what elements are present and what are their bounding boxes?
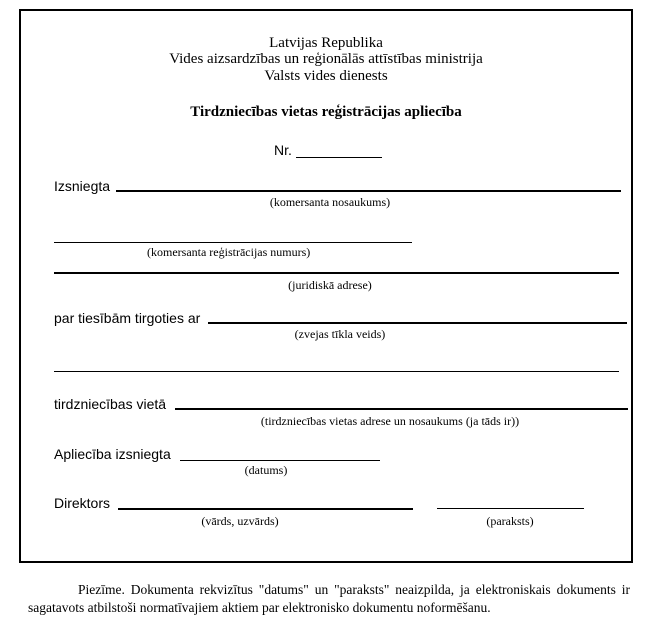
registration-number-caption: (komersanta reģistrācijas numurs) [147, 245, 311, 259]
date-field[interactable] [180, 460, 380, 461]
trade-place-field[interactable] [175, 408, 628, 410]
company-name-field[interactable] [116, 190, 621, 192]
trade-place-caption: (tirdzniecības vietas adrese un nosaukums (ja tāds ir)) [260, 414, 520, 428]
issued-label: Izsniegta [54, 178, 111, 194]
network-type-extra-line[interactable] [54, 371, 619, 372]
right-to-trade-label: par tiesībām tirgoties ar [54, 310, 201, 326]
signature-caption: (paraksts) [486, 514, 534, 528]
company-name-caption: (komersanta nosaukums) [269, 195, 391, 209]
director-name-field[interactable] [118, 508, 413, 510]
header-ministry: Vides aizsardzības un reģionālās attīstības ministrija [169, 51, 483, 67]
number-field[interactable] [296, 157, 382, 158]
number-label: Nr. [274, 142, 292, 158]
document-title: Tirdzniecības vietas reģistrācijas apliecība [190, 104, 462, 120]
registration-number-field[interactable] [54, 242, 412, 243]
header-service: Valsts vides dienests [264, 68, 388, 84]
signature-field[interactable] [437, 508, 584, 509]
name-caption: (vārds, uzvārds) [201, 514, 279, 528]
network-type-caption: (zvejas tīkla veids) [294, 327, 386, 341]
trade-place-label: tirdzniecības vietā [54, 396, 167, 412]
date-caption: (datums) [244, 463, 288, 477]
director-label: Direktors [54, 495, 111, 511]
certificate-issued-label: Apliecība izsniegta [54, 446, 171, 462]
legal-address-caption: (juridiskā adrese) [288, 278, 372, 292]
legal-address-field[interactable] [54, 272, 619, 274]
header-republic: Latvijas Republika [269, 35, 383, 51]
network-type-field[interactable] [208, 322, 627, 324]
footnote: Piezīme. Dokumenta rekvizītus "datums" un "paraksts" neaizpilda, ja elektroniskais dokuments ir sagatavots atbilstoši normatīvajiem aktiem par elektronisko dokumentu noformēšanu. [28, 582, 630, 615]
